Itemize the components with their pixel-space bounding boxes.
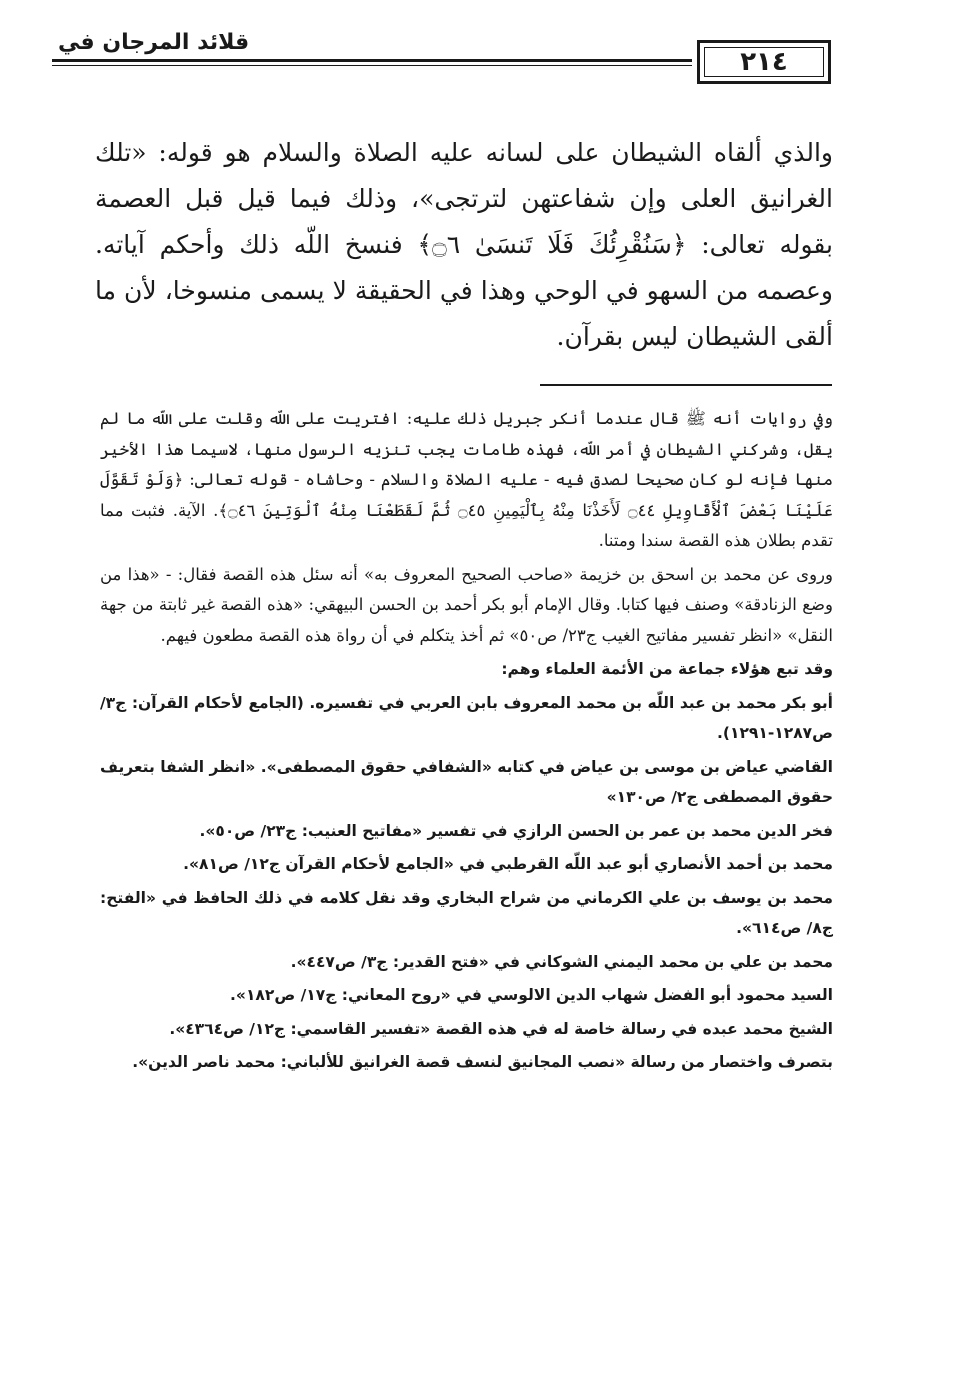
- footnote-4: أبو بكر محمد بن عبد اللّه بن محمد المعروف بابن العربي في تفسيره. (الجامع لأحكام القرآن: ج٣/ ص١٢٨٧-١٢٩١).: [100, 693, 833, 742]
- footnote-11: الشيخ محمد عبده في رسالة خاصة له في هذه القصة «تفسير القاسمي: ج١٢/ ص٤٣٦٤».: [169, 1019, 833, 1038]
- page-number: ٢١٤: [740, 47, 788, 77]
- footnotes: [100, 404, 833, 1081]
- footnote-10: السيد محمود أبو الفضل شهاب الدين الالوسي في «روح المعاني: ج١٧/ ص١٨٢».: [230, 986, 833, 1004]
- footnote-divider: [540, 384, 832, 386]
- footnote-9: محمد بن علي بن محمد اليمني الشوكاني في «فتح القدير: ج٣/ ص٤٤٧».: [290, 952, 833, 971]
- header-rule: [52, 59, 692, 66]
- footnote-5: القاضي عياض بن موسى بن عياض في كتابه «الشفافي حقوق المصطفى». «انظر الشفا بتعريف حقوق المصطفى ج٢/ ص١٣٠»: [100, 757, 833, 806]
- footnote-7: محمد بن أحمد الأنصاري أبو عبد اللّه القرطبي في «الجامع لأحكام القرآن ج١٢/ ص٨١».: [183, 855, 833, 873]
- footnote-1: وفي روايات أنه ﷺ قال عندما أنكر جبريل ذلك عليه: افتريت على اللّه وقلت على اللّه ما لم يقل، وشركني الشيطان في أمر اللّه، فهذه طامات يجب تنزيه الرسول منها، لاسيما هذا الأخير منها فإنه لو كان صحيحا لصدق فيه - عليه الصلاة والسلام - وحاشاه - قوله تعالى: ﴿وَلَوْ تَقَوَّلَ عَلَيْنَا بَعْضَ ٱلْأَقَاوِيلِ ۝٤٤ لَأَخَذْنَا مِنْهُ بِٱلْيَمِينِ ۝٤٥ ثُمَّ لَقَطَعْنَا مِنْهُ ٱلْوَتِينَ ۝٤٦﴾. الآية. فثبت مما تقدم بطلان هذه القصة سندا ومتنا.: [100, 409, 833, 550]
- footnote-3: وقد تبع هؤلاء جماعة من الأئمة العلماء وهم:: [501, 660, 833, 678]
- footnote-6: فخر الدين محمد بن عمر بن الحسن الرازي في تفسير «مفاتيح العنيب: ج٢٣/ ص٥٠».: [199, 821, 833, 840]
- footnote-2: وروى عن محمد بن اسحق بن خزيمة «صاحب الصحيح المعروف به» أنه سئل هذه القصة فقال: - «هذا من وضع الزنادقة» وصنف فيها كتابا. وقال الإمام أبو بكر أحمد بن الحسن البيهقي: «هذه القصة غير ثابتة من جهة النقل» «انظر تفسير مفاتيح الغيب ج٢٣/ ص٥٠» ثم أخذ يتكلم في أن رواة هذه القصة مطعون فيهم.: [100, 564, 833, 645]
- page-number-box: [697, 40, 831, 84]
- running-header-title: قلائد المرجان في: [58, 30, 250, 55]
- main-paragraph: والذي ألقاه الشيطان على لسانه عليه الصلاة والسلام هو قوله: «تلك الغرانيق العلى وإن شفاعتهن لترتجى»، وذلك فيما قيل قبل العصمة بقوله تعالى: ﴿سَنُقْرِئُكَ فَلَا تَنسَىٰ ۝٦﴾ فنسخ اللّه ذلك وأحكم آياته. وعصمه من السهو في الوحي وهذا في الحقيقة لا يسمى منسوخا، لأن ما ألقى الشيطان ليس بقرآن.: [95, 138, 834, 351]
- footnote-8: محمد بن يوسف بن علي الكرماني من شراح البخاري وقد نقل كلامه في ذلك الحافظ في «الفتح: ج٨/ ص٦١٤».: [100, 888, 833, 937]
- main-text: [95, 130, 833, 360]
- footnote-12: بتصرف واختصار من رسالة «نصب المجانيق لنسف قصة الغرانيق للألباني: محمد ناصر الدين».: [132, 1053, 833, 1071]
